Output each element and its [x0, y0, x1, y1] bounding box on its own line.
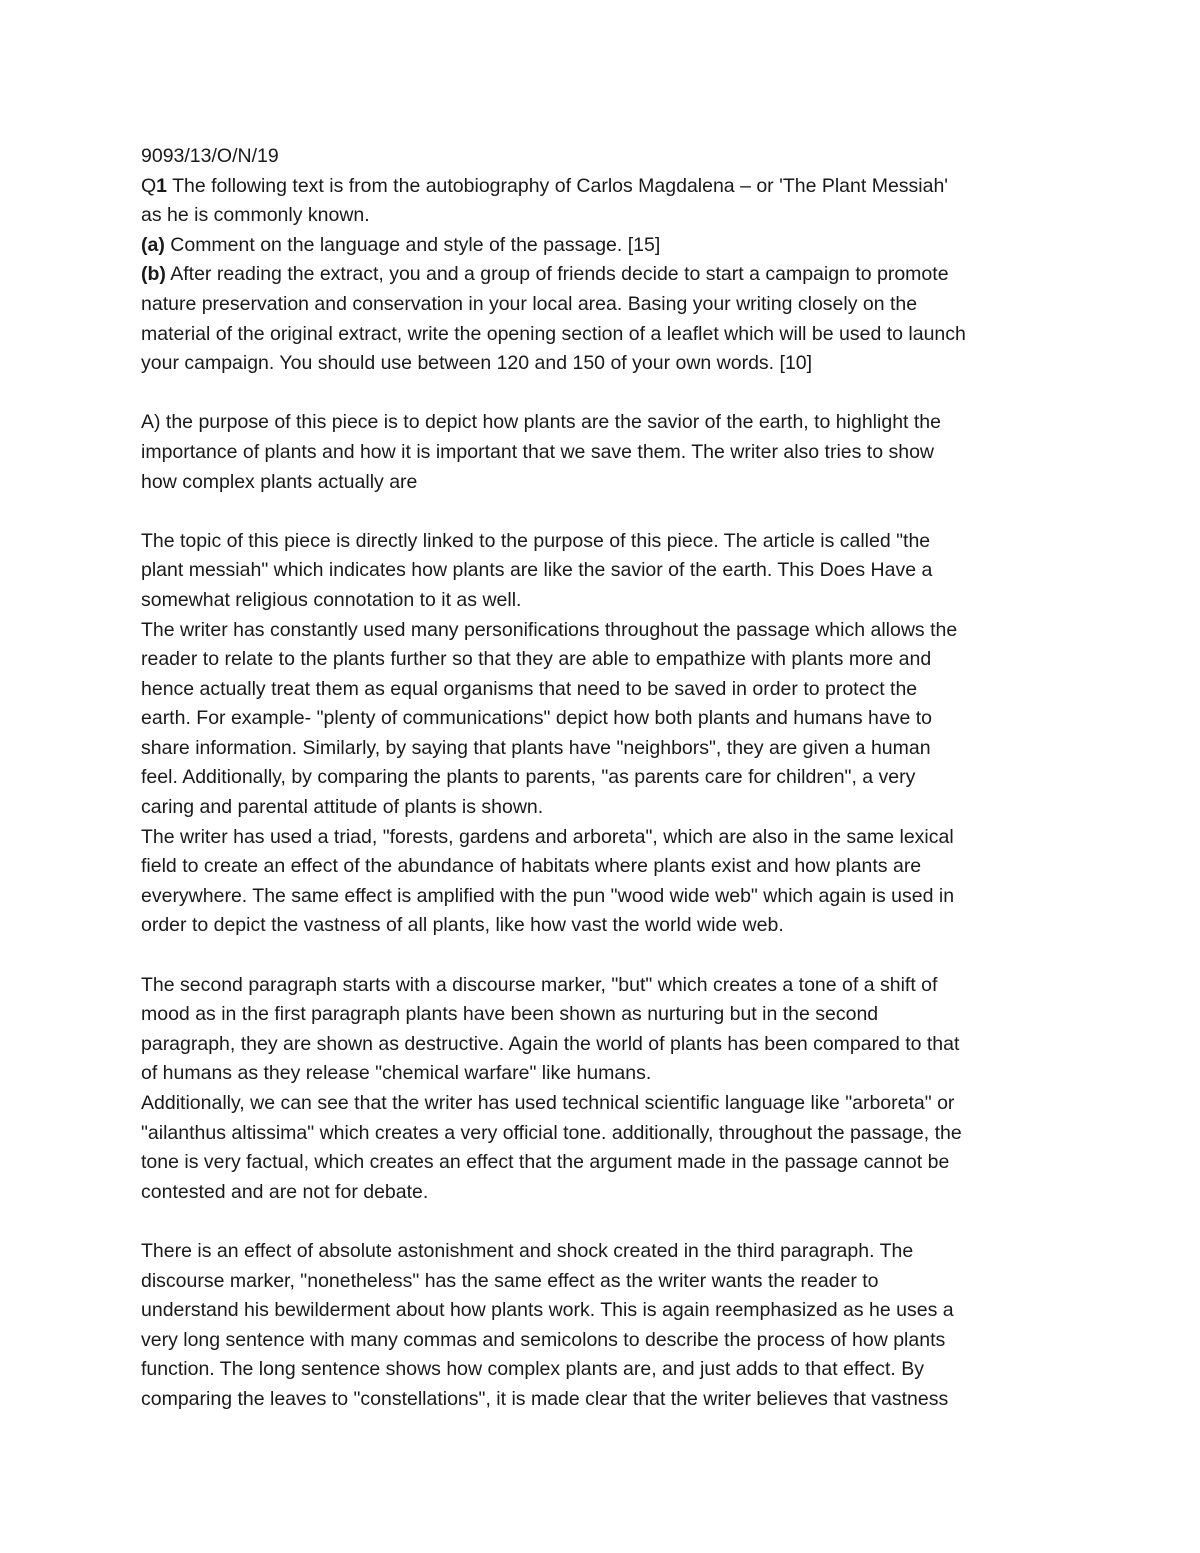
- answer-paragraph-line: share information. Similarly, by saying that plants have "neighbors", they are given a human: [141, 736, 931, 759]
- answer-paragraph-line: contested and are not for debate.: [141, 1180, 429, 1203]
- part-b-text-line: material of the original extract, write the opening section of a leaflet which will be used to launch: [141, 322, 966, 345]
- question-text-line: The following text is from the autobiography of Carlos Magdalena – or 'The Plant Messiah': [167, 174, 949, 197]
- answer-paragraph-line: somewhat religious connotation to it as well.: [141, 588, 522, 611]
- answer-paragraph-line: earth. For example- "plenty of communications" depict how both plants and humans have to: [141, 707, 933, 730]
- answer-paragraph-line: The topic of this piece is directly linked to the purpose of this piece. The article is called "the: [141, 529, 931, 552]
- part-a-text: Comment on the language and style of the passage. [15]: [164, 233, 661, 256]
- question-label: Q: [141, 174, 157, 197]
- answer-paragraph-line: Additionally, we can see that the writer has used technical scientific language like "arboreta" or: [141, 1092, 955, 1114]
- answer-paragraph-line: "ailanthus altissima" which creates a very official tone. additionally, throughout the passage, the: [141, 1121, 962, 1144]
- answer-paragraph-line: how complex plants actually are: [141, 470, 418, 493]
- answer-paragraph-line: comparing the leaves to "constellations", it is made clear that the writer believes that vastness: [141, 1387, 949, 1410]
- answer-paragraph-line: A) the purpose of this piece is to depict how plants are the savior of the earth, to highlight the: [141, 411, 941, 434]
- answer-paragraph-line: order to depict the vastness of all plants, like how vast the world wide web.: [141, 914, 784, 937]
- paragraph-gap: [141, 379, 1071, 409]
- answer-paragraph-line: The second paragraph starts with a discourse marker, "but" which creates a tone of a shift of: [141, 973, 938, 996]
- paragraph-gap: [141, 941, 1071, 971]
- paragraph-gap: [141, 1207, 1071, 1237]
- answer-paragraph-line: function. The long sentence shows how complex plants are, and just adds to that effect. By: [141, 1358, 924, 1381]
- part-b: [141, 260, 1071, 290]
- question-number: 1: [156, 174, 168, 197]
- question-text-line: as he is commonly known.: [141, 204, 370, 227]
- answer-paragraph-line: understand his bewilderment about how plants work. This is again reemphasized as he uses a: [141, 1299, 954, 1322]
- answer-paragraph-line: feel. Additionally, by comparing the plants to parents, "as parents care for children", a very: [141, 766, 916, 789]
- part-b-text-line: nature preservation and conservation in your local area. Basing your writing closely on the: [141, 292, 918, 315]
- paragraph-gap: [141, 497, 1071, 527]
- part-a: [141, 231, 1071, 261]
- answer-paragraph-line: reader to relate to the plants further so that they are able to empathize with plants more and: [141, 648, 932, 671]
- answer-paragraph-line: There is an effect of absolute astonishment and shock created in the third paragraph. The: [141, 1239, 914, 1262]
- answer-paragraph-line: The writer has used a triad, "forests, gardens and arboreta", which are also in the same lexical: [141, 825, 954, 848]
- document-body: [141, 142, 1071, 1415]
- answer-paragraph-line: caring and parental attitude of plants is shown.: [141, 796, 544, 819]
- answer-paragraph-line: plant messiah" which indicates how plants are like the savior of the earth. This Does Have a: [141, 559, 933, 582]
- part-a-label: (a): [141, 233, 165, 256]
- answer-paragraph-line: The writer has constantly used many personifications throughout the passage which allows the: [141, 618, 958, 641]
- answer-paragraph-line: importance of plants and how it is important that we save them. The writer also tries to show: [141, 440, 935, 463]
- answer-paragraph-line: field to create an effect of the abundance of habitats where plants exist and how plants are: [141, 855, 922, 878]
- part-b-text-line: your campaign. You should use between 120 and 150 of your own words. [10]: [141, 352, 813, 375]
- part-b-label: (b): [141, 263, 166, 286]
- answer-paragraph-line: tone is very factual, which creates an effect that the argument made in the passage cannot be: [141, 1151, 950, 1174]
- answer-paragraph-line: very long sentence with many commas and semicolons to describe the process of how plants: [141, 1328, 946, 1351]
- answer-paragraph-line: mood as in the first paragraph plants have been shown as nurturing but in the second: [141, 1003, 879, 1026]
- answer-paragraph-line: paragraph, they are shown as destructive. Again the world of plants has been compared to that: [141, 1032, 960, 1055]
- answer-paragraph-line: hence actually treat them as equal organisms that need to be saved in order to protect the: [141, 677, 918, 700]
- answer-paragraph-line: of humans as they release "chemical warfare" like humans.: [141, 1062, 652, 1085]
- part-b-text: After reading the extract, you and a group of friends decide to start a campaign to promote: [165, 263, 949, 286]
- answer-paragraph-line: discourse marker, "nonetheless" has the same effect as the writer wants the reader to: [141, 1269, 879, 1292]
- paper-code: 9093/13/O/N/19: [141, 145, 279, 167]
- question-heading: [141, 172, 1071, 202]
- answer-paragraph-line: everywhere. The same effect is amplified with the pun "wood wide web" which again is used in: [141, 884, 955, 907]
